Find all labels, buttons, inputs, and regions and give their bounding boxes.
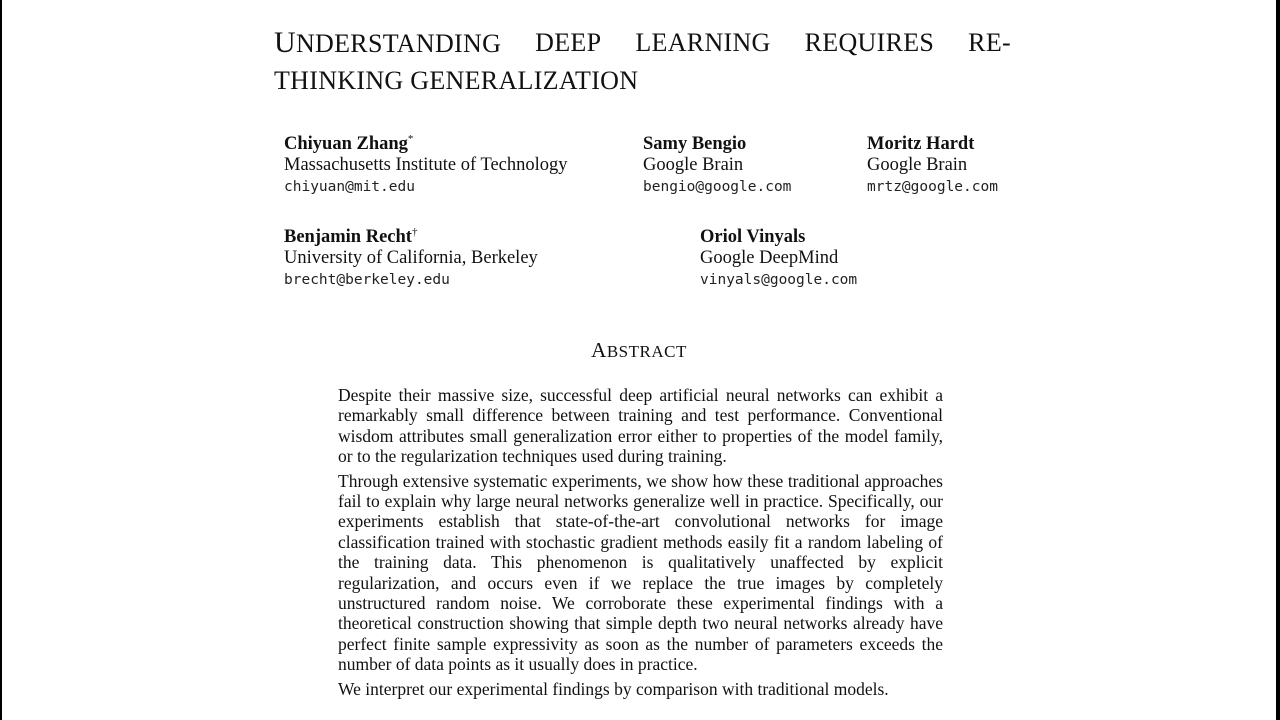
paper-page xyxy=(2,0,1276,720)
author-name: Oriol Vinyals xyxy=(700,227,806,248)
footnote-mark: * xyxy=(407,133,414,145)
author-affiliation: Google DeepMind xyxy=(700,248,839,269)
author-name: Benjamin Recht† xyxy=(284,226,418,248)
author-affiliation: University of California, Berkeley xyxy=(284,248,538,269)
abstract-paragraph: Despite their massive size, successful deep artificial neural networks can exhibit a remarkably small difference between training and test performance. Conventional wisdom attributes small generalization error either to properties of the model family, or to the regularization techniques used during training. xyxy=(338,385,943,467)
author-email: chiyuan@mit.edu xyxy=(284,179,415,196)
author-block xyxy=(867,129,998,197)
author-name: Moritz Hardt xyxy=(867,134,975,155)
title-word: REQUIRES xyxy=(804,28,935,57)
abstract-body xyxy=(338,385,943,703)
author-block xyxy=(284,222,538,290)
title-word: RE- xyxy=(968,28,1011,57)
abstract-paragraph: Through extensive systematic experiments, we show how these traditional approaches fail to explain why large neural networks generalize well in practice. Specifically, our experiments establish that state-of-the-art convolutional networks for image classification trained with stochastic gradient methods easily fit a random labeling of the training data. This phenomenon is qualitatively unaffected by explicit regularization, and occurs even if we replace the true images by completely unstructured random noise. We corroborate these experimental findings with a theoretical construction showing that simple depth two neural networks already have perfect finite sample expressivity as soon as the number of parameters exceeds the number of data points as it usually does in practice. xyxy=(338,470,943,675)
paper-title xyxy=(274,24,1011,99)
author-email: mrtz@google.com xyxy=(867,179,998,196)
title-word: LEARNING xyxy=(635,28,771,57)
author-affiliation: Google Brain xyxy=(643,155,744,176)
title-line-2: THINKING GENERALIZATION xyxy=(274,66,639,95)
abstract-heading: ABSTRACT xyxy=(591,338,687,362)
author-affiliation: Google Brain xyxy=(867,155,968,176)
author-block xyxy=(284,129,568,197)
abstract-paragraph: We interpret our experimental findings by comparison with traditional models. xyxy=(338,678,889,699)
footnote-mark: † xyxy=(411,226,418,238)
author-affiliation: Massachusetts Institute of Technology xyxy=(284,155,568,176)
author-email: vinyals@google.com xyxy=(700,272,858,289)
title-word: DEEP xyxy=(535,28,602,57)
author-name: Chiyuan Zhang* xyxy=(284,133,414,155)
title-line-1 xyxy=(274,24,1011,62)
title-word: UNDERSTANDING xyxy=(274,26,502,59)
author-email: bengio@google.com xyxy=(643,179,792,196)
author-block xyxy=(643,129,791,197)
author-block xyxy=(700,222,857,290)
author-name: Samy Bengio xyxy=(643,134,747,155)
author-email: brecht@berkeley.edu xyxy=(284,272,450,289)
